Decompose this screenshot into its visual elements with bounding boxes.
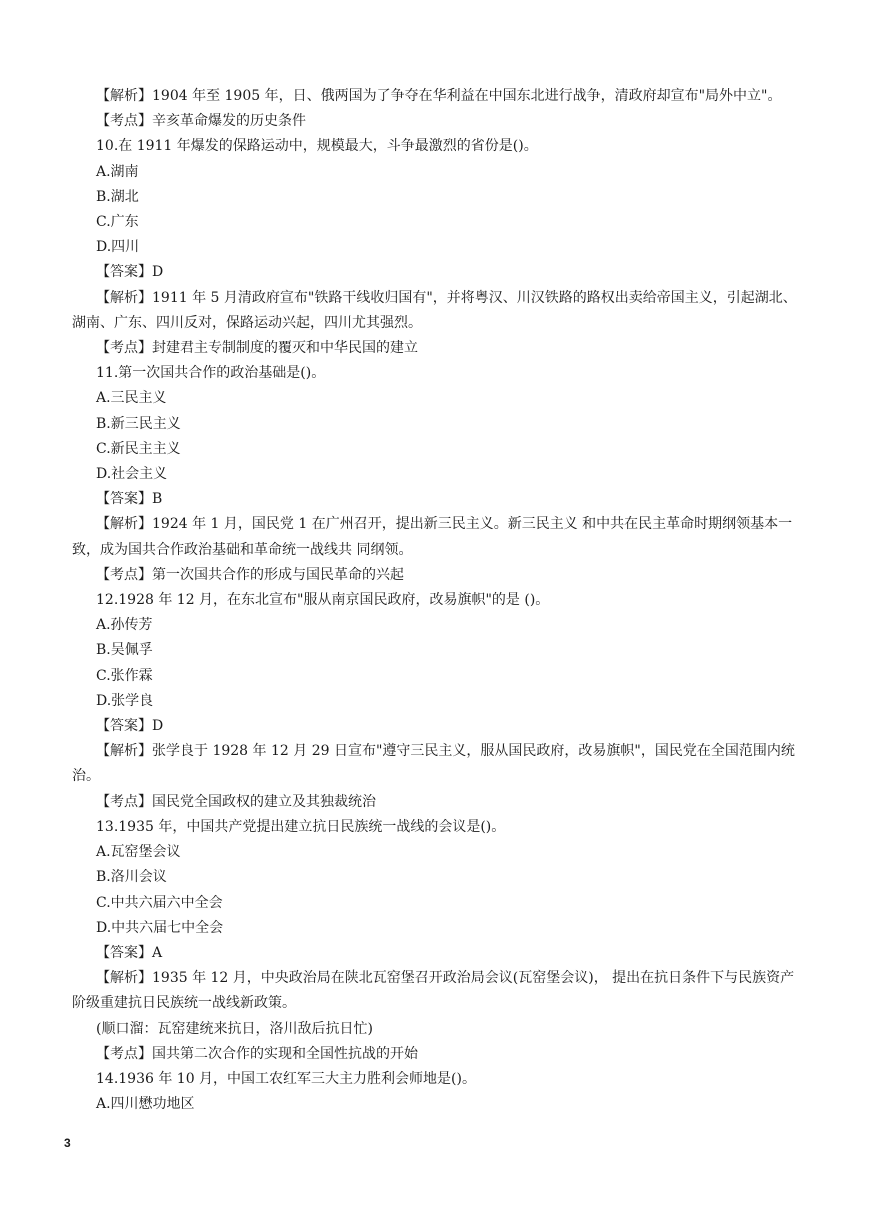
answer-line: 【答案】D — [96, 718, 164, 735]
answer-line: 【答案】A — [96, 944, 163, 961]
analysis-paragraph: 【解析】1911 年 5 月清政府宣布"铁路干线收归国有"，并将粤汉、川汉铁路的路权出卖给帝国主义，引起湖北、湖南、广东、四川反对，保路运动兴起，四川尤其强烈。 — [72, 289, 797, 331]
option-c: C.新民主主义 — [96, 440, 181, 457]
topic-line: 【考点】封建君主专制制度的覆灭和中华民国的建立 — [96, 340, 418, 357]
page-number: 3 — [64, 1136, 71, 1150]
option-d: D.中共六届七中全会 — [96, 919, 224, 936]
option-b: B.吴佩孚 — [96, 642, 153, 659]
question-10: 10.在 1911 年爆发的保路运动中，规模最大，斗争最激烈的省份是()。 — [96, 138, 538, 155]
option-a: A.瓦窑堡会议 — [96, 844, 181, 861]
question-13: 13.1935 年，中国共产党提出建立抗日民族统一战线的会议是()。 — [96, 818, 506, 835]
analysis-paragraph: 【解析】1924 年 1 月，国民党 1 在广州召开，提出新三民主义。新三民主义 和中共在民主革命时期纲领基本一致，成为国共合作政治基础和革命统一战线共 同纲领。 — [72, 516, 793, 558]
question-11: 11.第一次国共合作的政治基础是()。 — [96, 365, 326, 382]
option-c: C.广东 — [96, 214, 139, 231]
analysis-paragraph: 【解析】1904 年至 1905 年，日、俄两国为了争夺在华利益在中国东北进行战争，清政府却宣布"局外中立"。 — [96, 88, 782, 104]
topic-line: 【考点】第一次国共合作的形成与国民革命的兴起 — [96, 566, 404, 583]
option-c: C.张作霖 — [96, 667, 153, 684]
question-14: 14.1936 年 10 月，中国工农红军三大主力胜利会师地是()。 — [96, 1070, 476, 1087]
topic-line: 【考点】国共第二次合作的实现和全国性抗战的开始 — [96, 1045, 418, 1062]
option-a: A.孙传芳 — [96, 617, 153, 634]
option-a: A.三民主义 — [96, 390, 167, 407]
option-a: A.湖南 — [96, 163, 139, 180]
option-d: D.四川 — [96, 239, 140, 256]
topic-line: 【考点】辛亥革命爆发的历史条件 — [96, 113, 306, 130]
answer-line: 【答案】D — [96, 264, 164, 281]
option-b: B.湖北 — [96, 188, 139, 205]
option-d: D.社会主义 — [96, 466, 168, 483]
mnemonic-line: (顺口溜：瓦窑建统来抗日，洛川敌后抗日忙) — [96, 1020, 373, 1037]
topic-line: 【考点】国民党全国政权的建立及其独裁统治 — [96, 793, 376, 810]
answer-line: 【答案】B — [96, 491, 163, 508]
option-c: C.中共六届六中全会 — [96, 894, 223, 911]
question-12: 12.1928 年 12 月，在东北宣布"服从南京国民政府，改易旗帜"的是 ()。 — [96, 592, 550, 609]
option-a: A.四川懋功地区 — [96, 1096, 195, 1113]
analysis-paragraph: 【解析】1935 年 12 月，中央政治局在陕北瓦窑堡召开政治局会议(瓦窑堡会议)， 提出在抗日条件下与民族资产阶级重建抗日民族统一战线新政策。 — [72, 970, 795, 1012]
option-b: B.新三民主义 — [96, 415, 181, 432]
document-body — [72, 84, 808, 1117]
option-d: D.张学良 — [96, 692, 154, 709]
analysis-paragraph: 【解析】张学良于 1928 年 12 月 29 日宣布"遵守三民主义，服从国民政府，改易旗帜"，国民党在全国范围内统治。 — [72, 743, 795, 785]
option-b: B.洛川会议 — [96, 869, 167, 886]
